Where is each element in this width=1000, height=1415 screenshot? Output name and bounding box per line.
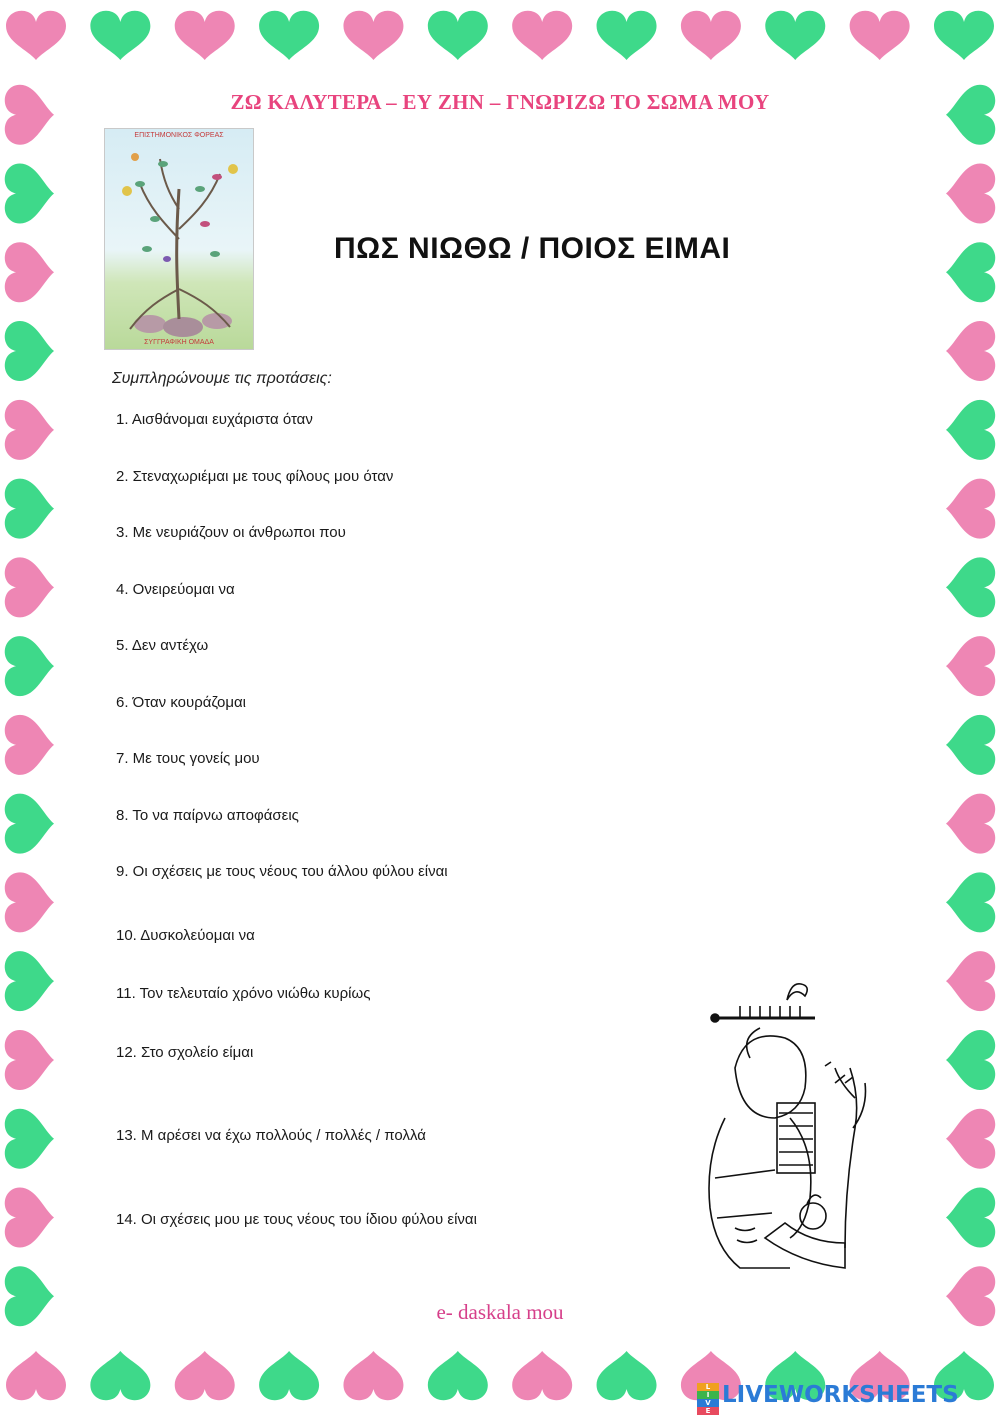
sentence-prompt: 1. Αισθάνομαι ευχάριστα όταν — [116, 411, 313, 428]
heart-shape — [90, 1351, 150, 1400]
heart-shape — [946, 479, 995, 539]
heart-shape — [512, 1351, 572, 1400]
heart-shape — [5, 321, 54, 381]
heart-shape — [946, 951, 995, 1011]
heart-shape — [946, 794, 995, 854]
logo-letter: I — [697, 1391, 719, 1399]
heart-shape — [5, 636, 54, 696]
logo-top-text: ΕΠΙΣΤΗΜΟΝΙΚΟΣ ΦΟΡΕΑΣ — [134, 132, 224, 139]
logo-bottom-text: ΣΥΓΓΡΑΦΙΚΗ ΟΜΑΔΑ — [144, 339, 214, 346]
heart-shape — [5, 715, 54, 775]
heart-shape — [5, 794, 54, 854]
sentence-prompt: 2. Στεναχωριέμαι με τους φίλους μου όταν — [116, 468, 394, 485]
heart-shape — [259, 11, 319, 60]
heart-shape — [343, 11, 403, 60]
heart-shape — [765, 11, 825, 60]
logo-letter: L — [697, 1383, 719, 1391]
heart-shape — [597, 11, 657, 60]
heart-shape — [90, 11, 150, 60]
heart-shape — [5, 242, 54, 302]
heart-shape — [946, 1109, 995, 1169]
instructions-text: Συμπληρώνουμε τις προτάσεις: — [112, 370, 332, 387]
heart-shape — [5, 400, 54, 460]
sentence-prompt: 14. Οι σχέσεις μου με τους νέους του ίδιου φύλου είναι — [116, 1211, 477, 1228]
heart-shape — [5, 872, 54, 932]
sentence-prompt: 12. Στο σχολείο είμαι — [116, 1044, 254, 1061]
heart-shape — [5, 557, 54, 617]
heart-shape — [946, 1030, 995, 1090]
heart-shape — [597, 1351, 657, 1400]
heart-shape — [6, 1351, 66, 1400]
liveworksheets-watermark — [697, 1381, 959, 1415]
heart-shape — [946, 242, 995, 302]
liveworksheets-logo-icon — [697, 1383, 719, 1415]
heart-shape — [259, 1351, 319, 1400]
heart-shape — [5, 164, 54, 224]
heart-shape — [5, 479, 54, 539]
heart-shape — [946, 164, 995, 224]
heart-shape — [175, 1351, 235, 1400]
heart-shape — [946, 1187, 995, 1247]
heart-shape — [946, 715, 995, 775]
heart-shape — [946, 557, 995, 617]
heart-shape — [946, 400, 995, 460]
heart-shape — [5, 1030, 54, 1090]
sentence-prompt: 5. Δεν αντέχω — [116, 637, 209, 654]
sentence-prompt: 3. Με νευριάζουν οι άνθρωποι που — [116, 524, 346, 541]
heart-shape — [6, 11, 66, 60]
boy-illustration — [695, 978, 875, 1288]
sentence-prompt: 10. Δυσκολεύομαι να — [116, 927, 255, 944]
heart-shape — [681, 11, 741, 60]
heart-shape — [512, 11, 572, 60]
heart-shape — [428, 11, 488, 60]
heart-shape — [5, 951, 54, 1011]
tree-illustration — [105, 129, 253, 349]
heart-shape — [934, 11, 994, 60]
logo-letter: V — [697, 1399, 719, 1407]
heart-shape — [343, 1351, 403, 1400]
page-header: ΖΩ ΚΑΛΥΤΕΡΑ – ΕΥ ΖΗΝ – ΓΝΩΡΙΖΩ ΤΟ ΣΩΜΑ ΜΟΥ — [230, 90, 770, 114]
sentence-prompt: 13. Μ αρέσει να έχω πολλούς / πολλές / πολλά — [116, 1127, 426, 1144]
sentence-prompt: 4. Ονειρεύομαι να — [116, 581, 235, 598]
heart-shape — [175, 11, 235, 60]
heart-shape — [5, 1109, 54, 1169]
liveworksheets-wordmark: LIVEWORKSHEETS — [722, 1382, 959, 1408]
worksheet-title: ΠΩΣ ΝΙΩΘΩ / ΠΟΙΟΣ ΕΙΜΑΙ — [334, 232, 731, 265]
sentence-prompt: 8. Το να παίρνω αποφάσεις — [116, 807, 299, 824]
logo-letter: E — [697, 1407, 719, 1415]
sentence-prompt: 11. Τον τελευταίο χρόνο νιώθω κυρίως — [116, 985, 371, 1002]
footer-credit: e- daskala mou — [436, 1300, 564, 1324]
heart-shape — [428, 1351, 488, 1400]
program-logo — [104, 128, 254, 350]
heart-shape — [946, 872, 995, 932]
sentence-prompt: 9. Οι σχέσεις με τους νέους του άλλου φύλου είναι — [116, 863, 448, 880]
sentence-prompt: 6. Όταν κουράζομαι — [116, 694, 247, 711]
sentence-prompt: 7. Με τους γονείς μου — [116, 750, 260, 767]
heart-shape — [946, 321, 995, 381]
heart-shape — [850, 11, 910, 60]
heart-shape — [5, 1187, 54, 1247]
heart-shape — [946, 636, 995, 696]
